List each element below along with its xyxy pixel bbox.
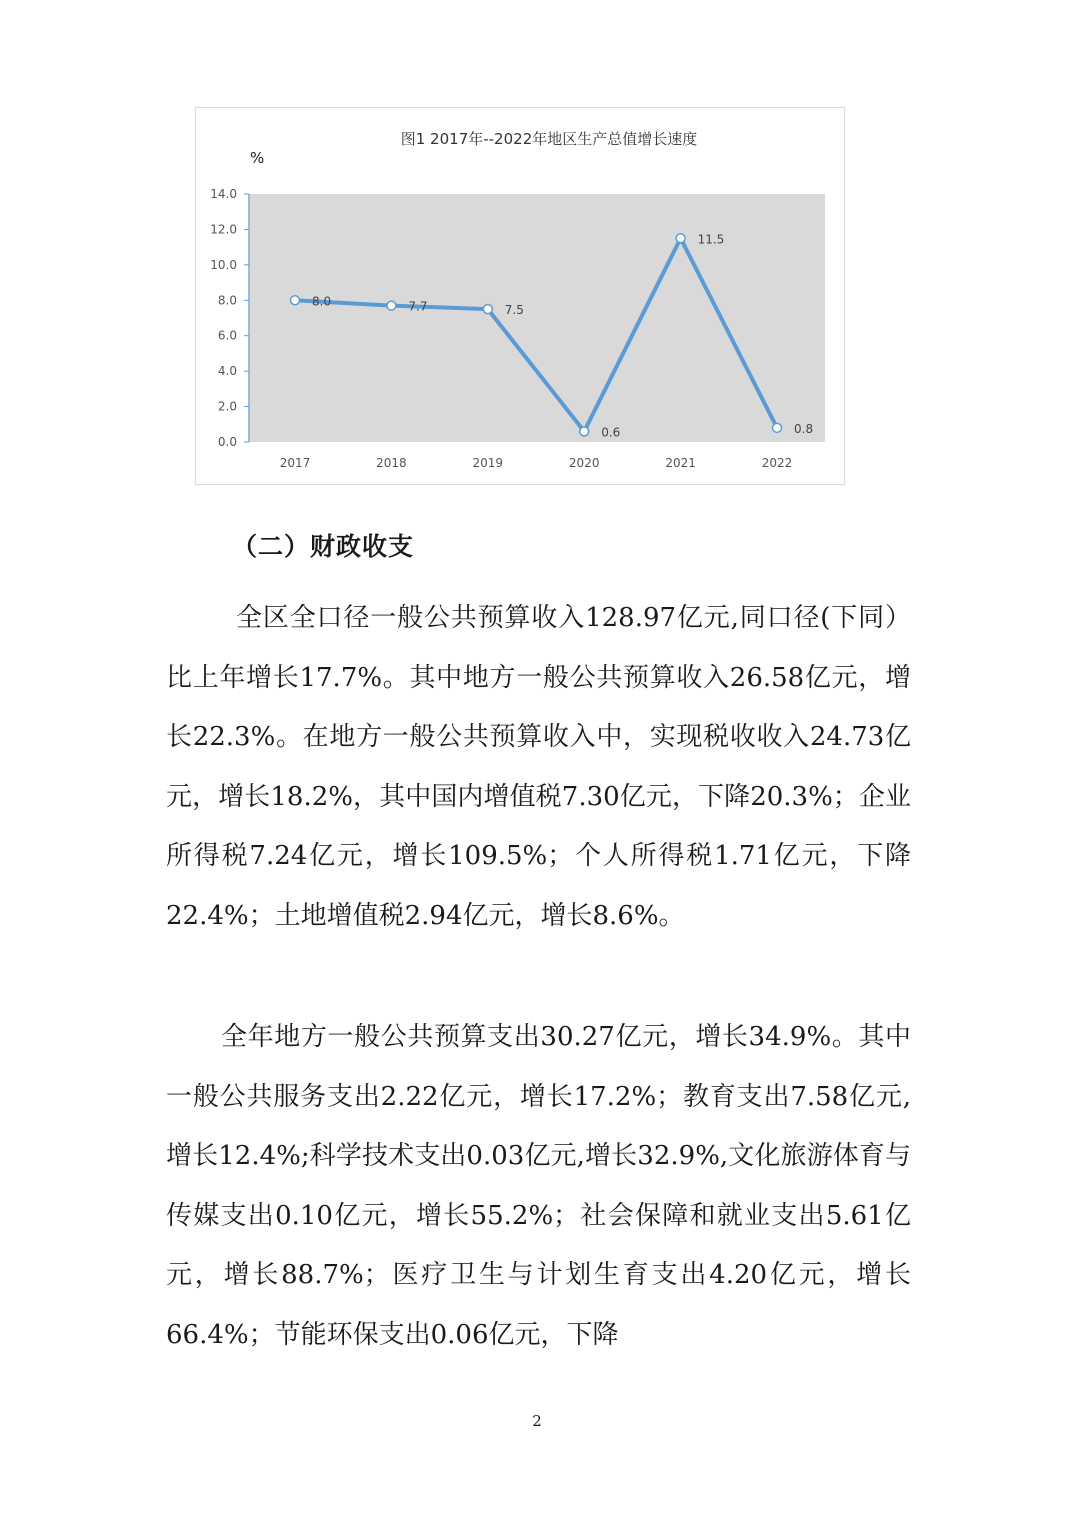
y-tick-label: 6.0 bbox=[217, 328, 237, 343]
data-point bbox=[676, 234, 685, 243]
x-tick-label: 2019 bbox=[472, 456, 504, 470]
x-tick-label: 2020 bbox=[568, 456, 600, 470]
gdp-growth-chart bbox=[195, 107, 845, 485]
y-tick-group bbox=[210, 187, 249, 449]
y-tick-label: 14.0 bbox=[210, 187, 237, 201]
x-tick-label: 2022 bbox=[761, 456, 793, 470]
data-point bbox=[580, 427, 589, 436]
y-tick-label: 0.0 bbox=[217, 435, 237, 449]
paragraph-revenue: 全区全口径一般公共预算收入128.97亿元,同口径(下同）比上年增长17.7%。其中地方一般公共预算收入26.58亿元，增长22.3%。在地方一般公共预算收入中，实现税收收入24.73亿元，增长18.2%，其中国内增值税7.30亿元，下降20.3%；企业所得税7.24亿元，增长109.5%；个人所得税1.71亿元，下降22.4%；土地增值税2.94亿元，增长8.6%。 bbox=[166, 603, 911, 931]
y-tick-label: 12.0 bbox=[210, 222, 237, 237]
data-label: 7.7 bbox=[408, 299, 428, 314]
x-tick-label: 2021 bbox=[665, 456, 696, 470]
data-point bbox=[483, 305, 492, 314]
data-label: 11.5 bbox=[697, 232, 725, 247]
data-label: 0.8 bbox=[794, 421, 814, 436]
y-tick-label: 2.0 bbox=[217, 399, 237, 414]
x-tick-label: 2017 bbox=[279, 456, 311, 470]
paragraph-expenditure: 全年地方一般公共预算支出30.27亿元，增长34.9%。其中一般公共服务支出2.22亿元，增长17.2%；教育支出7.58亿元,增长12.4%;科学技术支出0.03亿元,增长32.9%,文化旅游体育与传媒支出0.10亿元，增长55.2%；社会保障和就业支出5.61亿元，增长88.7%；医疗卫生与计划生育支出4.20亿元，增长66.4%；节能环保支出0.06亿元，下降 bbox=[166, 1022, 911, 1350]
data-point bbox=[387, 301, 396, 310]
data-point bbox=[291, 296, 300, 305]
data-label: 0.6 bbox=[601, 425, 621, 440]
chart-title: 图1 2017年--2022年地区生产总值增长速度 bbox=[400, 130, 698, 148]
x-tick-group bbox=[280, 456, 793, 470]
y-tick-label: 8.0 bbox=[217, 293, 237, 308]
x-tick-label: 2018 bbox=[376, 456, 407, 470]
page-number: 2 bbox=[532, 1412, 542, 1430]
data-point bbox=[773, 423, 782, 432]
data-label: 7.5 bbox=[504, 303, 524, 318]
y-axis-unit: % bbox=[250, 149, 265, 167]
section-heading: （二）财政收支 bbox=[232, 532, 415, 561]
plot-area bbox=[248, 194, 825, 442]
data-label: 8.0 bbox=[312, 294, 332, 309]
chart-svg bbox=[196, 108, 846, 486]
y-tick-label: 4.0 bbox=[217, 364, 237, 379]
y-tick-label: 10.0 bbox=[210, 257, 237, 272]
